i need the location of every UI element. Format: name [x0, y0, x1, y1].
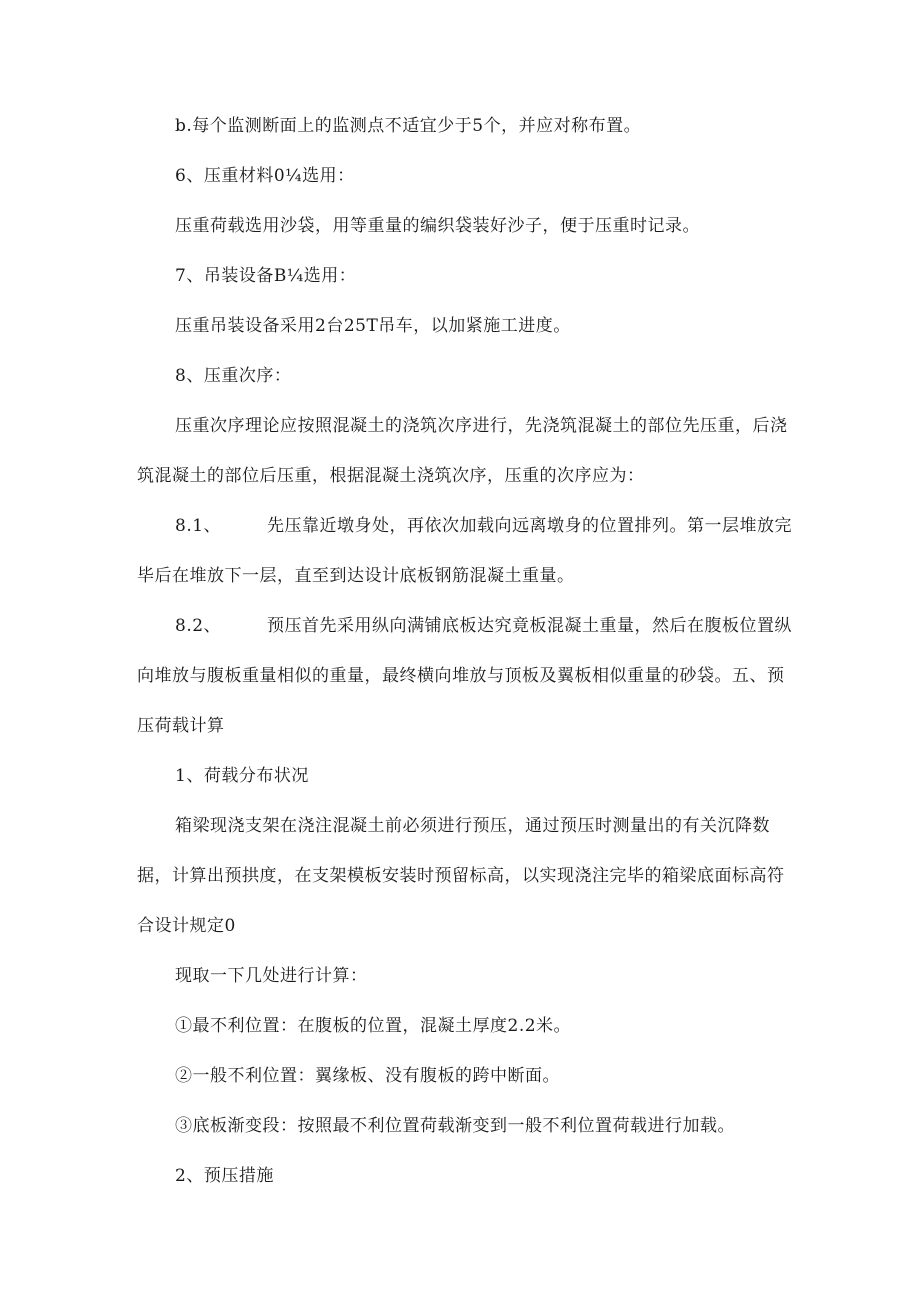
- paragraph-preload: 箱梁现浇支架在浇注混凝土前必须进行预压，通过预压时测量出的有关沉降数据，计算出预拱度，在支架模板安装时预留标高，以实现浇注完毕的箱梁底面标高符合设计规定0: [137, 816, 785, 936]
- heading-8-order: 8、压重次序：: [175, 366, 292, 386]
- paragraph-materials: 压重荷载选用沙袋，用等重量的编织袋装好沙子，便于压重时记录。: [175, 216, 700, 236]
- number-8-2: 8.2、: [175, 616, 222, 636]
- paragraph-8-2: [137, 601, 797, 751]
- list-item-transition: ③底板渐变段：按照最不利位置荷载渐变到一般不利位置荷载进行加载。: [175, 1116, 735, 1136]
- paragraph-equipment: 压重吊装设备采用2台25T吊车，以加紧施工进度。: [175, 316, 571, 336]
- paragraph-calc-intro: 现取一下几处进行计算：: [175, 966, 368, 986]
- heading-1-load-distribution: 1、荷载分布状况: [175, 766, 309, 786]
- number-8-1: 8.1、: [175, 516, 222, 536]
- list-item-general-position: ②一般不利位置：翼缘板、没有腹板的跨中断面。: [175, 1066, 560, 1086]
- paragraph-monitor-points: b.每个监测断面上的监测点不适宜少于5个，并应对称布置。: [175, 116, 642, 136]
- text-8-2: 预压首先采用纵向满铺底板达究竟板混凝土重量，然后在腹板位置纵向堆放与腹板重量相似的重量，最终横向堆放与顶板及翼板相似重量的砂袋。五、预压荷载计算: [137, 616, 793, 736]
- heading-2-preload-measures: 2、预压措施: [175, 1166, 274, 1186]
- paragraph-8-1: [137, 501, 797, 601]
- text-8-1: 先压靠近墩身处，再依次加载向远离墩身的位置排列。第一层堆放完毕后在堆放下一层，直至到达设计底板钢筋混凝土重量。: [137, 516, 793, 586]
- heading-6-materials: 6、压重材料0¼选用：: [175, 166, 355, 186]
- heading-7-equipment: 7、吊装设备B¼选用：: [175, 266, 357, 286]
- list-item-worst-position: ①最不利位置：在腹板的位置，混凝土厚度2.2米。: [175, 1016, 572, 1036]
- paragraph-order: 压重次序理论应按照混凝土的浇筑次序进行，先浇筑混凝土的部位先压重，后浇筑混凝土的部位后压重，根据混凝土浇筑次序，压重的次序应为：: [137, 416, 788, 486]
